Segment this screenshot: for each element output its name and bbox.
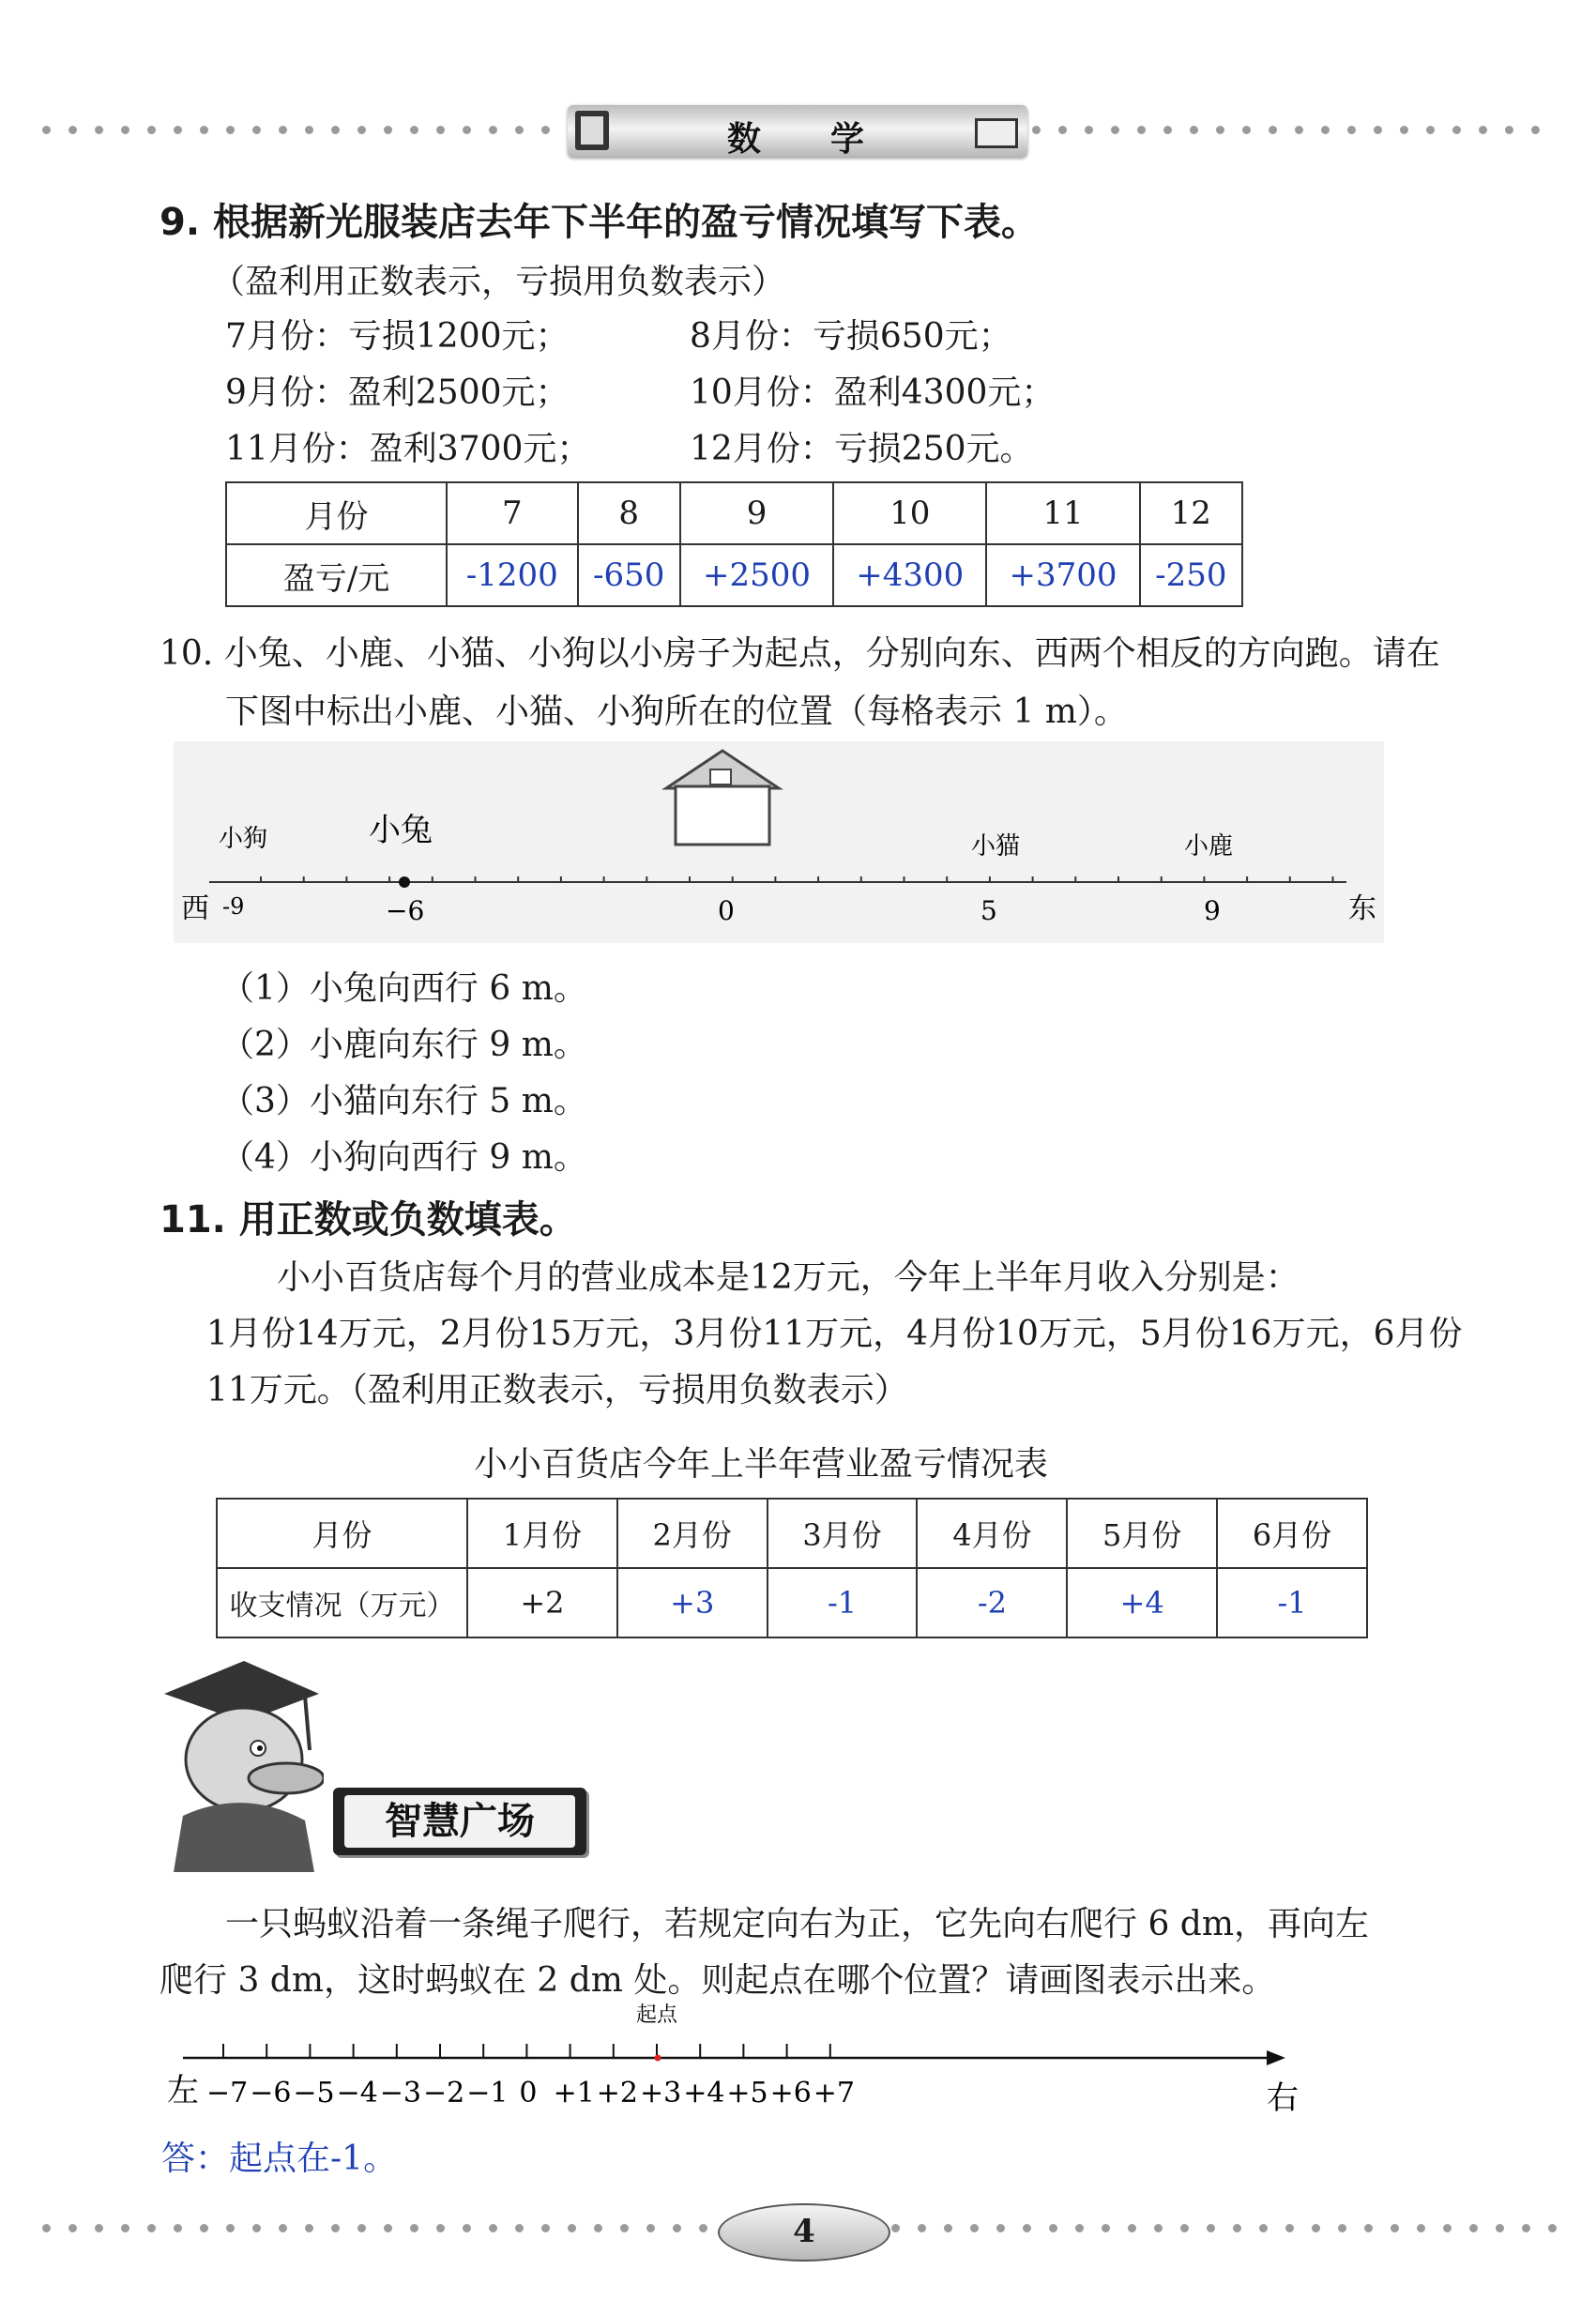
- subject-char-left: 数: [727, 120, 764, 159]
- dot: [1154, 2224, 1163, 2232]
- q11-value-cell: +3: [617, 1568, 768, 1637]
- dot: [410, 2224, 418, 2232]
- header-dots-right: [1032, 126, 1558, 137]
- dot: [568, 2224, 576, 2232]
- dot: [384, 126, 392, 134]
- rabbit-label: 小兔: [369, 812, 433, 849]
- dot: [1102, 2224, 1110, 2232]
- left-label: 左: [167, 2072, 199, 2109]
- wisdom-ticks: [223, 2044, 830, 2058]
- q11-month-cell: 1月份: [467, 1499, 617, 1568]
- q9-value-cell: -250: [1140, 544, 1242, 606]
- dot: [463, 2224, 471, 2232]
- tick-label: −7: [206, 2077, 249, 2109]
- wisdom-answer: 答：起点在-1。: [161, 2140, 398, 2178]
- dot: [1548, 2224, 1557, 2232]
- dot: [68, 2224, 77, 2232]
- q11-paragraph-line: 11万元。（盈利用正数表示，亏损用负数表示）: [206, 1371, 908, 1409]
- footer-dots-left: [42, 2224, 718, 2235]
- arrow-right-icon: [1267, 2050, 1285, 2065]
- page-number: 4: [793, 2213, 815, 2250]
- q9-value-cell: +4300: [833, 544, 986, 606]
- q11-value-cell: -1: [1217, 1568, 1367, 1637]
- q11-title: 11. 用正数或负数填表。: [160, 1198, 577, 1241]
- q11-month-cell: 6月份: [1217, 1499, 1367, 1568]
- duck-scholar-illustration: [155, 1656, 324, 1872]
- q9-note: （盈利用正数表示，亏损用负数表示）: [211, 263, 786, 301]
- q10-text-line1: 10. 小兔、小鹿、小猫、小狗以小房子为起点，分别向东、西两个相反的方向跑。请在: [160, 634, 1440, 673]
- tick-label: −3: [379, 2077, 422, 2109]
- dot: [646, 2224, 655, 2232]
- dot: [226, 126, 235, 134]
- dot: [1505, 126, 1513, 134]
- tick-label: +2: [596, 2077, 639, 2109]
- dot: [1496, 2224, 1504, 2232]
- dot: [200, 126, 208, 134]
- q10-numberline: [174, 741, 1384, 943]
- q11-month-cell: 2月份: [617, 1499, 768, 1568]
- q11-value-cell: +4: [1067, 1568, 1217, 1637]
- tick-label: +5: [726, 2077, 768, 2109]
- ruler-icon: [975, 118, 1018, 148]
- cat-label: 小猫: [971, 832, 1021, 861]
- q11-month-cell: 4月份: [917, 1499, 1067, 1568]
- q11-month-cell: 3月份: [768, 1499, 918, 1568]
- tick-label: 0: [519, 2077, 538, 2109]
- q10-item: （3）小猫向东行 5 m。: [220, 1082, 587, 1120]
- wisdom-tick-labels: [206, 2077, 855, 2109]
- q9-value-cell: +3700: [986, 544, 1139, 606]
- dot: [699, 2224, 707, 2232]
- q9-month-cell: 10: [833, 482, 986, 544]
- dot: [1207, 2224, 1215, 2232]
- dot: [121, 2224, 129, 2232]
- q9-month-cell: 12: [1140, 482, 1242, 544]
- dot: [147, 126, 156, 134]
- west-label: 西: [181, 892, 209, 925]
- dot: [1259, 2224, 1268, 2232]
- dot: [1443, 2224, 1452, 2232]
- q9-fact: 12月份：亏损250元。: [690, 430, 1034, 468]
- dot: [357, 2224, 366, 2232]
- q9-month-cell: 7: [447, 482, 578, 544]
- dot: [1295, 126, 1303, 134]
- dot: [95, 2224, 103, 2232]
- wisdom-badge-label: 智慧广场: [344, 1795, 575, 1848]
- q9-table: [225, 481, 1243, 607]
- tick-label: +1: [553, 2077, 595, 2109]
- rabbit-dot: [399, 876, 410, 888]
- dot: [42, 2224, 51, 2232]
- q10-text-line2: 下图中标出小鹿、小猫、小狗所在的位置（每格表示 1 m）。: [225, 693, 1128, 731]
- q9-fact: 8月份：亏损650元；: [690, 317, 1012, 356]
- wisdom-paragraph-line: 爬行 3 dm，这时蚂蚁在 2 dm 处。则起点在哪个位置？请画图表示出来。: [160, 1961, 1276, 2000]
- header-dots-left: [42, 126, 568, 137]
- dot: [95, 126, 103, 134]
- dot: [541, 126, 550, 134]
- dot: [1347, 126, 1356, 134]
- q9-fact: 7月份：亏损1200元；: [225, 317, 570, 356]
- tick-label: +7: [813, 2077, 856, 2109]
- dot: [1049, 2224, 1057, 2232]
- dot: [410, 126, 418, 134]
- dot: [357, 126, 366, 134]
- q9-fact: 10月份：盈利4300元；: [690, 373, 1056, 412]
- tick-label: +3: [640, 2077, 682, 2109]
- q10-item: （1）小兔向西行 6 m。: [220, 969, 587, 1008]
- dog-label: 小狗: [219, 825, 268, 853]
- dot: [121, 126, 129, 134]
- dot: [891, 2224, 900, 2232]
- footer-dots-right: [891, 2224, 1567, 2235]
- dot: [1128, 2224, 1136, 2232]
- dot: [42, 126, 51, 134]
- dot: [1233, 2224, 1241, 2232]
- dot: [68, 126, 77, 134]
- dot: [1075, 2224, 1084, 2232]
- dot: [1391, 2224, 1399, 2232]
- dot: [1216, 126, 1224, 134]
- dot: [384, 2224, 392, 2232]
- dot: [489, 2224, 497, 2232]
- right-label: 右: [1267, 2079, 1299, 2117]
- book-icon: [575, 111, 609, 150]
- dot: [1312, 2224, 1320, 2232]
- wisdom-paragraph-line: 一只蚂蚁沿着一条绳子爬行，若规定向右为正，它先向右爬行 6 dm，再向左: [225, 1905, 1369, 1943]
- dot: [515, 2224, 524, 2232]
- dot: [1269, 126, 1277, 134]
- q9-table-header: 盈亏/元: [226, 544, 447, 606]
- dot: [1242, 126, 1251, 134]
- q9-month-cell: 8: [578, 482, 680, 544]
- dot: [174, 126, 182, 134]
- dot: [331, 126, 340, 134]
- q11-value-cell: -1: [768, 1568, 918, 1637]
- q10-item: （4）小狗向西行 9 m。: [220, 1138, 587, 1177]
- tick-label: 5: [980, 895, 997, 926]
- dot: [673, 2224, 681, 2232]
- dot: [279, 126, 287, 134]
- page-number-badge: [718, 2203, 890, 2262]
- q11-table-header: 收支情况（万元）: [217, 1568, 467, 1637]
- q9-month-cell: 11: [986, 482, 1139, 544]
- tick-label: −5: [293, 2077, 335, 2109]
- dot: [1321, 126, 1330, 134]
- tick-label: −4: [336, 2077, 378, 2109]
- start-point-marker: [655, 2055, 661, 2062]
- dot: [594, 2224, 602, 2232]
- q9-month-cell: 9: [680, 482, 833, 544]
- tick-label: +6: [769, 2077, 812, 2109]
- q9-value-cell: +2500: [680, 544, 833, 606]
- dot: [1469, 2224, 1478, 2232]
- wisdom-numberline: [160, 1999, 1332, 2121]
- east-label: 东: [1348, 892, 1376, 925]
- q9-value-cell: -1200: [447, 544, 578, 606]
- dot: [541, 2224, 550, 2232]
- tick-label: +4: [683, 2077, 725, 2109]
- dot: [620, 2224, 629, 2232]
- header-banner: [568, 105, 1027, 158]
- dot: [279, 2224, 287, 2232]
- q11-table-header: 月份: [217, 1499, 467, 1568]
- q11-value-cell: -2: [917, 1568, 1067, 1637]
- dot: [1023, 2224, 1031, 2232]
- dot: [305, 2224, 313, 2232]
- tick-label: 9: [1204, 895, 1221, 926]
- tick-label: −1: [466, 2077, 509, 2109]
- tick-label: −2: [423, 2077, 465, 2109]
- q9-fact: 9月份：盈利2500元；: [225, 373, 570, 412]
- start-label: 起点: [636, 2003, 678, 2027]
- dot: [226, 2224, 235, 2232]
- dot: [1111, 126, 1119, 134]
- dot: [1085, 126, 1093, 134]
- q9-value-cell: -650: [578, 544, 680, 606]
- dot: [944, 2224, 952, 2232]
- dot: [1417, 2224, 1425, 2232]
- dot: [174, 2224, 182, 2232]
- dot: [1163, 126, 1172, 134]
- dot: [1522, 2224, 1530, 2232]
- dot: [1058, 126, 1067, 134]
- q9-table-header: 月份: [226, 482, 447, 544]
- tick-label: -9: [222, 893, 245, 920]
- tick-label: −6: [386, 895, 425, 926]
- dot: [1452, 126, 1461, 134]
- dot: [918, 2224, 926, 2232]
- dot: [996, 2224, 1005, 2232]
- dot: [970, 2224, 979, 2232]
- q11-paragraph-line: 1月份14万元，2月份15万元，3月份11万元，4月份10万元，5月份16万元，6月份: [206, 1315, 1463, 1353]
- dot: [1180, 2224, 1189, 2232]
- dot: [1137, 126, 1146, 134]
- dot: [1531, 126, 1540, 134]
- dot: [1338, 2224, 1346, 2232]
- tick-label: −6: [250, 2077, 292, 2109]
- q11-paragraph-line: 小小百货店每个月的营业成本是12万元，今年上半年月收入分别是：: [277, 1258, 1300, 1297]
- dot: [1400, 126, 1408, 134]
- dot: [436, 126, 445, 134]
- dot: [331, 2224, 340, 2232]
- dot: [305, 126, 313, 134]
- q9-title: 9. 根据新光服装店去年下半年的盈亏情况填写下表。: [160, 201, 1039, 244]
- dot: [489, 126, 497, 134]
- dot: [1032, 126, 1041, 134]
- q11-table: [216, 1498, 1368, 1638]
- dot: [1426, 126, 1435, 134]
- dot: [1364, 2224, 1373, 2232]
- dot: [252, 2224, 261, 2232]
- q11-table-caption: 小小百货店今年上半年营业盈亏情况表: [474, 1445, 1049, 1484]
- dot: [200, 2224, 208, 2232]
- dot: [252, 126, 261, 134]
- q11-value-cell: +2: [467, 1568, 617, 1637]
- dot: [1190, 126, 1198, 134]
- dot: [463, 126, 471, 134]
- q9-fact: 11月份：盈利3700元；: [225, 430, 591, 468]
- subject-char-right: 学: [830, 120, 867, 159]
- deer-label: 小鹿: [1184, 832, 1234, 861]
- q11-month-cell: 5月份: [1067, 1499, 1217, 1568]
- dot: [515, 126, 524, 134]
- tick-label: 0: [718, 895, 735, 926]
- wisdom-badge: [333, 1788, 586, 1855]
- dot: [147, 2224, 156, 2232]
- q10-item: （2）小鹿向东行 9 m。: [220, 1026, 587, 1064]
- dot: [1479, 126, 1487, 134]
- dot: [1374, 126, 1382, 134]
- dot: [436, 2224, 445, 2232]
- dot: [1285, 2224, 1294, 2232]
